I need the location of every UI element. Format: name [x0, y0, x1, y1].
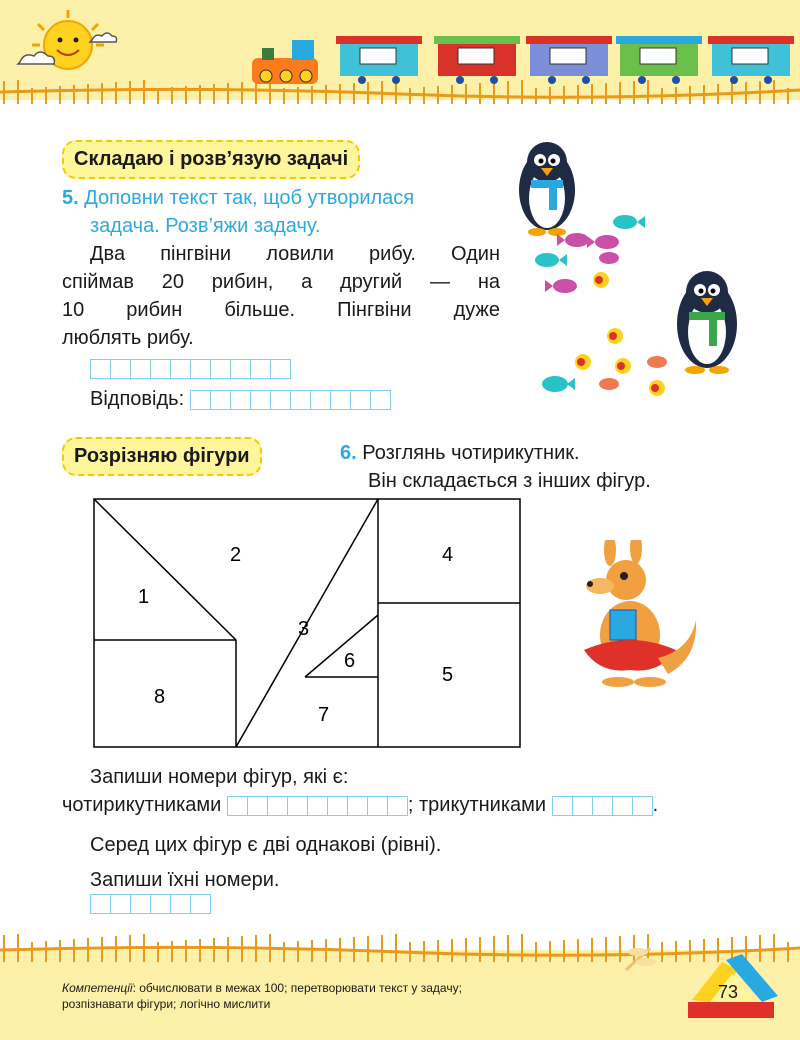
figure-label-4: 4	[442, 544, 454, 566]
separator: ;	[407, 794, 414, 816]
fence-top	[0, 89, 800, 97]
shapes-figure	[90, 495, 530, 757]
write-prompt: Запиши номери фігур, які є:	[90, 766, 349, 788]
task5-answer-row	[90, 385, 391, 413]
tris-field[interactable]	[552, 796, 653, 816]
task5-text-line2: спіймав 20 рибин, а другий — на	[62, 271, 500, 293]
competence-label: Компетенції	[62, 981, 133, 995]
task6-number: 6.	[340, 442, 357, 464]
fence-bottom	[0, 928, 800, 968]
task5-number: 5.	[62, 187, 79, 209]
section-title-compose: Складаю і розв’язую задачі	[62, 140, 360, 179]
quads-field[interactable]	[227, 796, 408, 816]
penguins-fish-illustration	[505, 140, 795, 410]
figure-label-3: 3	[298, 618, 310, 640]
task5-text-line1: Два пінгвіни ловили рибу. Один	[90, 243, 500, 265]
quads-label: чотирикутниками	[62, 794, 222, 816]
competence-text-line2: розпізнавати фігури; логічно мислити	[62, 997, 271, 1011]
write-numbers-text: Запиши їхні номери.	[90, 869, 280, 891]
task5-instruction-line1: Доповни текст так, щоб утворилася	[84, 187, 415, 209]
end-dot: .	[652, 794, 659, 816]
top-decoration	[0, 0, 800, 110]
dragonfly-icon	[620, 940, 660, 976]
fish-icon	[535, 215, 667, 396]
answer-row-shapes	[62, 791, 658, 819]
task5-text-line3: 10 рибин більше. Пінгвіни дуже	[62, 299, 500, 321]
task5-question-field[interactable]	[90, 359, 291, 379]
task6-line2: Він складається з інших фігур.	[368, 470, 651, 492]
figure-label-8: 8	[154, 686, 166, 708]
equal-shapes-text: Серед цих фігур є дві однакові (рівні).	[90, 834, 442, 856]
answer-label: Відповідь:	[90, 388, 185, 410]
task5-instruction	[62, 184, 502, 240]
figure-label-5: 5	[442, 664, 454, 686]
train-icon	[252, 36, 794, 84]
kangaroo-icon	[570, 540, 710, 690]
task5-text	[62, 240, 500, 352]
figure-label-2: 2	[230, 544, 242, 566]
figure-label-6: 6	[344, 650, 356, 672]
task5-instruction-line2: задача. Розв’яжи задачу.	[90, 215, 321, 237]
penguin-icon	[677, 271, 737, 374]
penguin-icon	[519, 142, 575, 236]
task5-text-line4: люблять рибу.	[62, 327, 194, 349]
competence-text-line1: : обчислювати в межах 100; перетворювати текст у задачу;	[132, 981, 462, 995]
task6-line1: Розглянь чотирикутник.	[362, 442, 580, 464]
task6-instruction	[340, 439, 651, 495]
page-number: 73	[717, 982, 739, 1002]
footer-competences	[62, 980, 622, 1012]
tris-label: трикутниками	[419, 794, 547, 816]
figure-label-1: 1	[138, 586, 150, 608]
answer-field[interactable]	[190, 390, 391, 410]
section-title-shapes: Розрізняю фігури	[62, 437, 262, 476]
equal-shapes-field[interactable]	[90, 894, 211, 914]
figure-label-7: 7	[318, 704, 330, 726]
